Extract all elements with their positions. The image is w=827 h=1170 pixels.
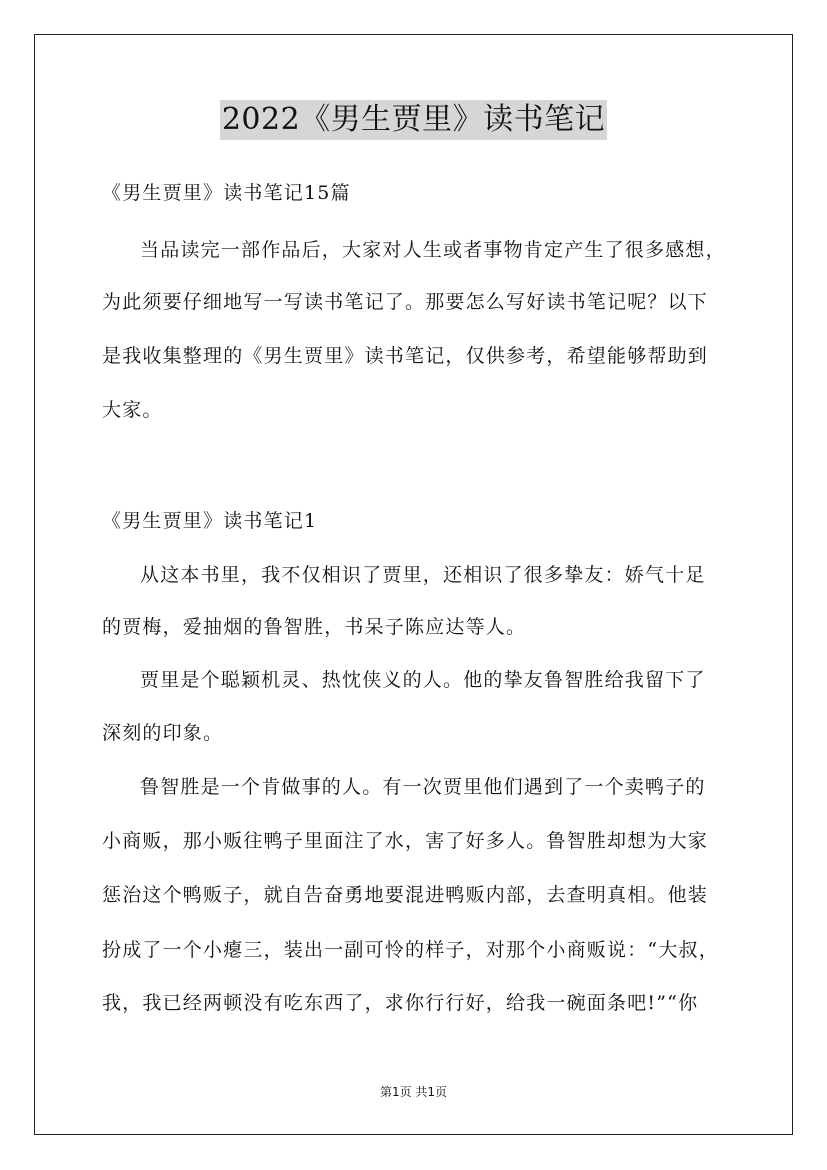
section-heading: 《男生贾里》读书笔记1 [102,510,318,532]
body-line-1: 从这本书里，我不仅相识了贾里，还相识了很多挚友：娇气十足 [140,564,706,586]
body-line-5: 鲁智胜是一个肯做事的人。有一次贾里他们遇到了一个卖鸭子的 [140,776,706,798]
body-line-8: 扮成了一个小瘪三，装出一副可怜的样子，对那个小商贩说：“大叔， [102,939,719,961]
body-line-9: 我，我已经两顿没有吃东西了，求你行行好，给我一碗面条吧!”“你 [102,992,699,1014]
intro-line-1: 当品读完一部作品后，大家对人生或者事物肯定产生了很多感想， [140,239,726,261]
body-line-3: 贾里是个聪颖机灵、热忱侠义的人。他的挚友鲁智胜给我留下了 [140,669,706,691]
title-container [0,100,827,140]
body-line-4: 深刻的印象。 [102,722,224,744]
page-footer: 第1页 共1页 [379,1085,448,1099]
intro-line-3: 是我收集整理的《男生贾里》读书笔记，仅供参考，希望能够帮助到 [102,345,709,367]
body-line-7: 惩治这个鸭贩子，就自告奋勇地要混进鸭贩内部，去查明真相。他装 [102,884,709,906]
document-title: 2022《男生贾里》读书笔记 [220,100,607,140]
intro-line-4: 大家。 [102,399,163,421]
intro-line-2: 为此须要仔细地写一写读书笔记了。那要怎么写好读书笔记呢？以下 [102,291,709,313]
body-line-2: 的贾梅，爱抽烟的鲁智胜，书呆子陈应达等人。 [102,616,527,638]
body-line-6: 小商贩，那小贩往鸭子里面注了水，害了好多人。鲁智胜却想为大家 [102,830,709,852]
document-subtitle: 《男生贾里》读书笔记15篇 [102,182,351,204]
